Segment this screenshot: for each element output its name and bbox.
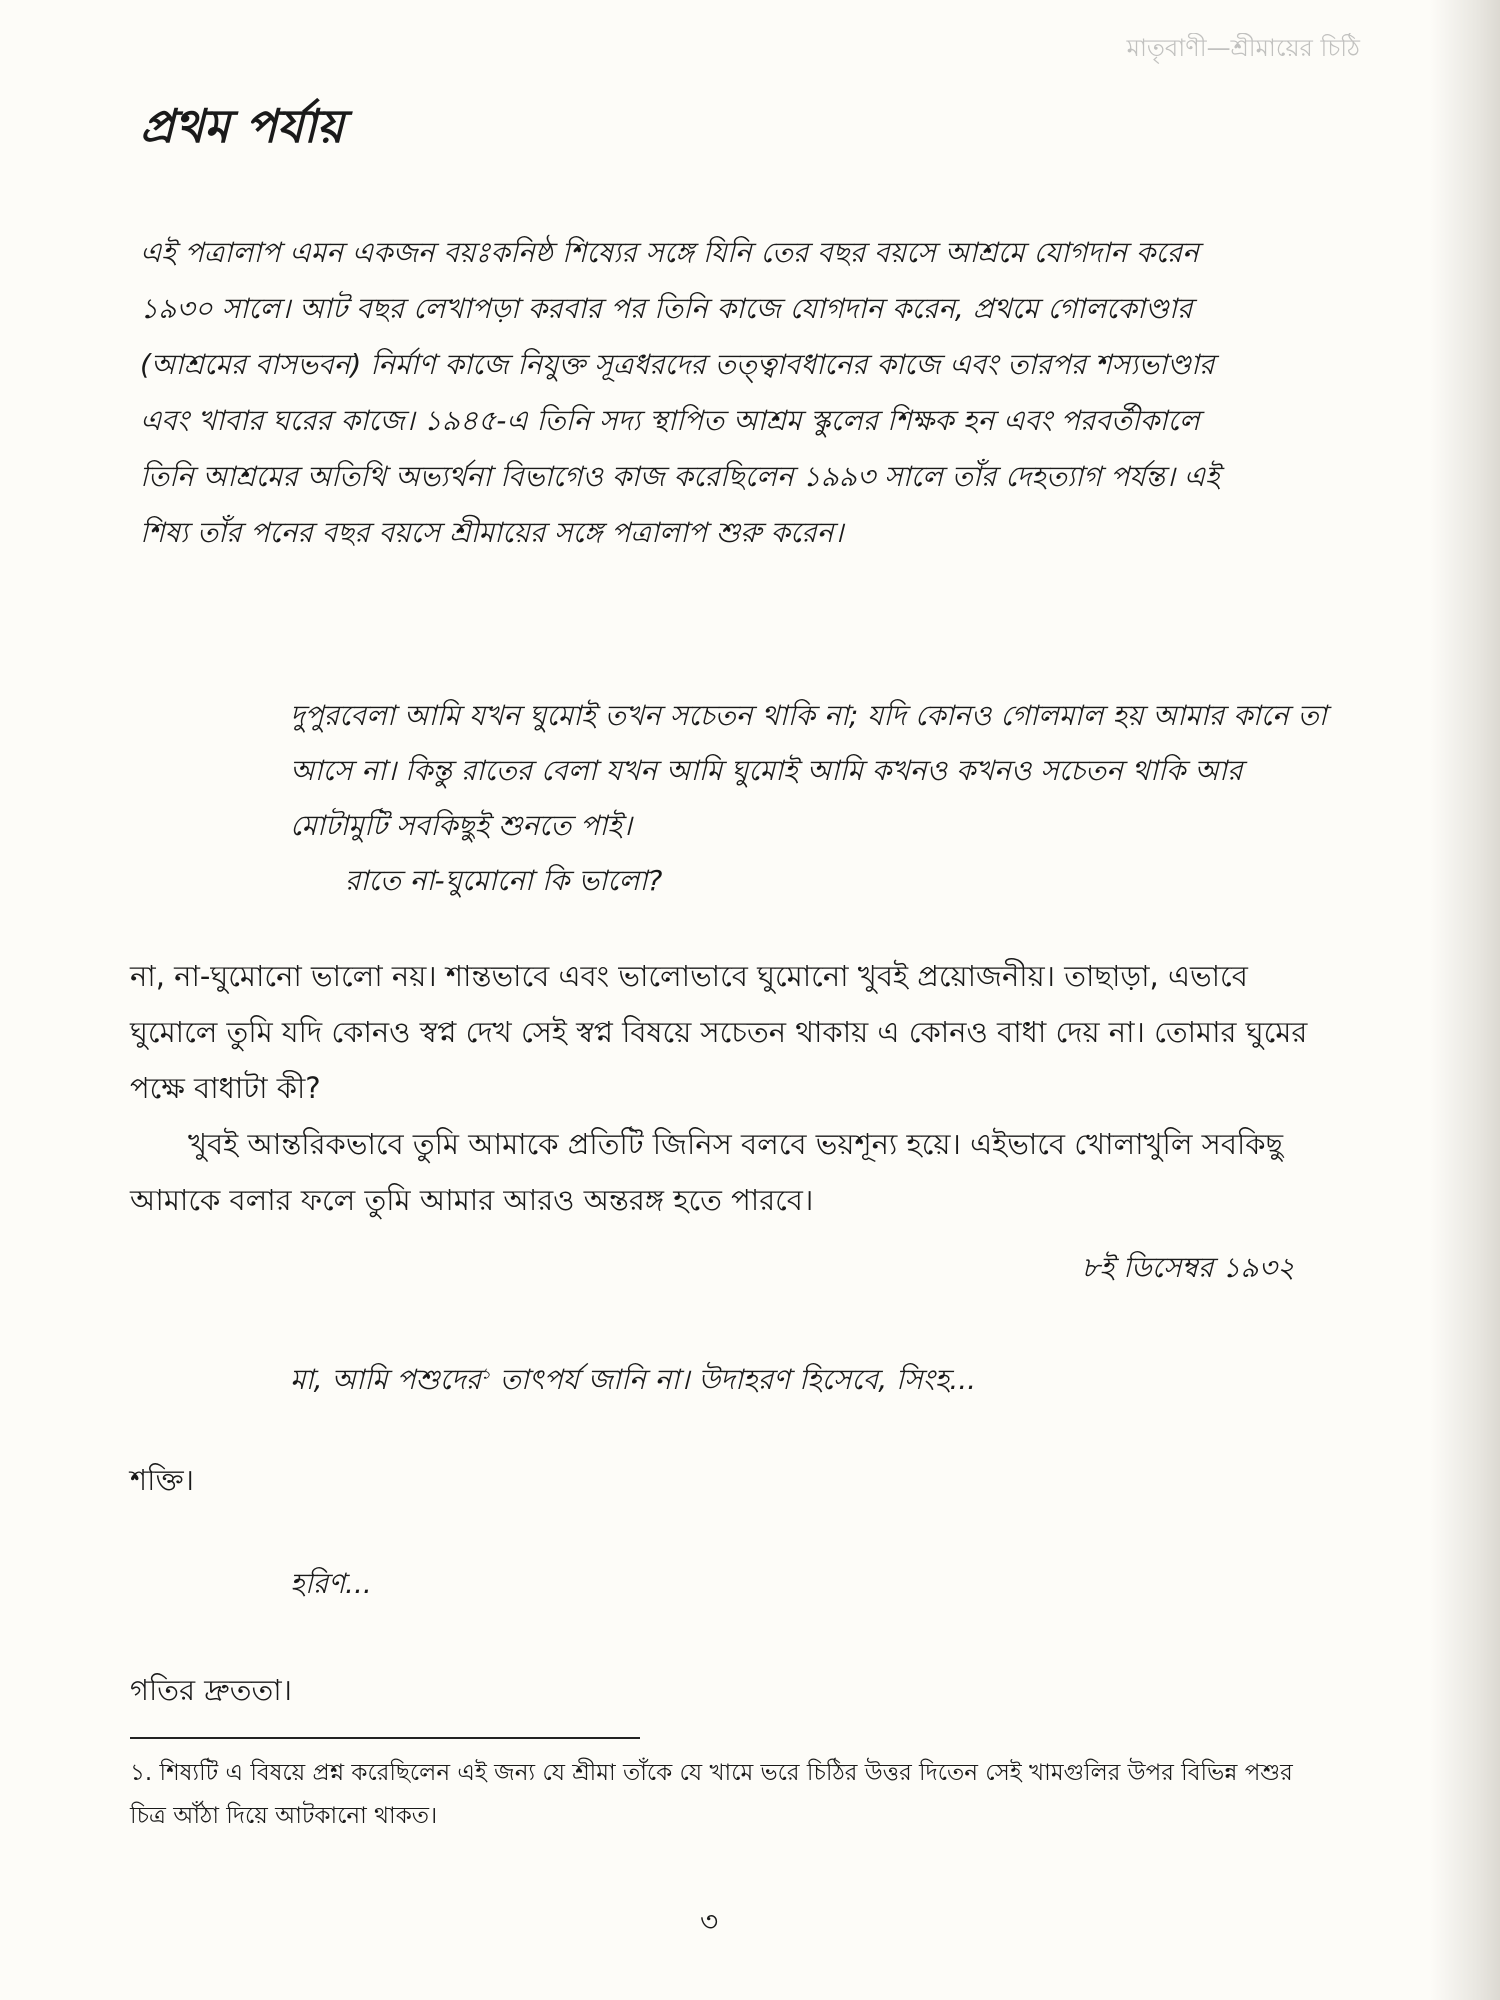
footnote-reference: ১ (481, 1364, 491, 1383)
question-animals-start: মা, আমি পশুদের (290, 1363, 482, 1396)
question-animals-end: তাৎপর্য জানি না। উদাহরণ হিসেবে, সিংহ... (490, 1363, 977, 1396)
letter-text: দুপুরবেলা আমি যখন ঘুমোই তখন সচেতন থাকি না; যদি কোনও গোলমাল হয় আমার কানে তা আসে না। কিন্তু রাতের বেলা যখন আমি ঘুমোই আমি কখনও কখনও সচেতন থাকি আর মোটামুটি সবকিছুই শুনতে পাই। (290, 699, 1327, 842)
reply-paragraph-2: খুবই আন্তরিকভাবে তুমি আমাকে প্রতিটি জিনিস বলবে ভয়শূন্য হয়ে। এইভাবে খোলাখুলি সবকিছু আমাকে বলার ফলে তুমি আমার আরও অন্তরঙ্গ হতে পারবে। (130, 1127, 1284, 1217)
footnote-divider (130, 1737, 640, 1739)
chapter-title: প্রথম পর্যায় (140, 99, 344, 153)
letter-date: ৮ই ডিসেম্বর ১৯৩২ (1081, 1251, 1295, 1284)
running-head: মাতৃবাণী—শ্রীমায়ের চিঠি (1126, 34, 1360, 62)
mother-reply (130, 948, 1310, 1228)
answer-deer: গতির দ্রুততা। (130, 1673, 293, 1707)
page-number: ৩ (700, 1905, 719, 1938)
reply-paragraph-1: না, না-ঘুমোনো ভালো নয়। শান্তভাবে এবং ভালোভাবে ঘুমোনো খুবই প্রয়োজনীয়। তাছাড়া, এভাবে ঘুমোলে তুমি যদি কোনও স্বপ্ন দেখ সেই স্বপ্ন বিষয়ে সচেতন থাকায় এ কোনও বাধা দেয় না। তোমার ঘুমের পক্ষে বাধাটা কী? (130, 959, 1308, 1105)
binding-shadow (1430, 0, 1500, 2000)
disciple-letter (290, 688, 1330, 908)
intro-paragraph: এই পত্রালাপ এমন একজন বয়ঃকনিষ্ঠ শিষ্যের সঙ্গে যিনি তের বছর বয়সে আশ্রমে যোগদান করেন ১৯৩০ সালে। আট বছর লেখাপড়া করবার পর তিনি কাজে যোগদান করেন, প্রথমে গোলকোণ্ডার (আশ্রমের বাসভবন) নির্মাণ কাজে নিযুক্ত সূত্রধরদের তত্ত্বাবধানের কাজে এবং তারপর শস্যভাণ্ডার এবং খাবার ঘরের কাজে। ১৯৪৫-এ তিনি সদ্য স্থাপিত আশ্রম স্কুলের শিক্ষক হন এবং পরবর্তীকালে তিনি আশ্রমের অতিথি অভ্যর্থনা বিভাগেও কাজ করেছিলেন ১৯৯৩ সালে তাঁর দেহত্যাগ পর্যন্ত। এই শিষ্য তাঁর পনের বছর বয়সে শ্রীমায়ের সঙ্গে পত্রালাপ শুরু করেন। (140, 236, 1220, 549)
question-animals (290, 1358, 976, 1405)
letter-question: রাতে না-ঘুমোনো কি ভালো? (345, 864, 663, 897)
answer-lion: শক্তি। (130, 1463, 194, 1497)
question-deer: হরিণ... (290, 1567, 372, 1600)
footnote-text: ১. শিষ্যটি এ বিষয়ে প্রশ্ন করেছিলেন এই জন্য যে শ্রীমা তাঁকে যে খামে ভরে চিঠির উত্তর দিতেন সেই খামগুলির উপর বিভিন্ন পশুর চিত্র আঁঠা দিয়ে আটকানো থাকত। (130, 1760, 1293, 1829)
